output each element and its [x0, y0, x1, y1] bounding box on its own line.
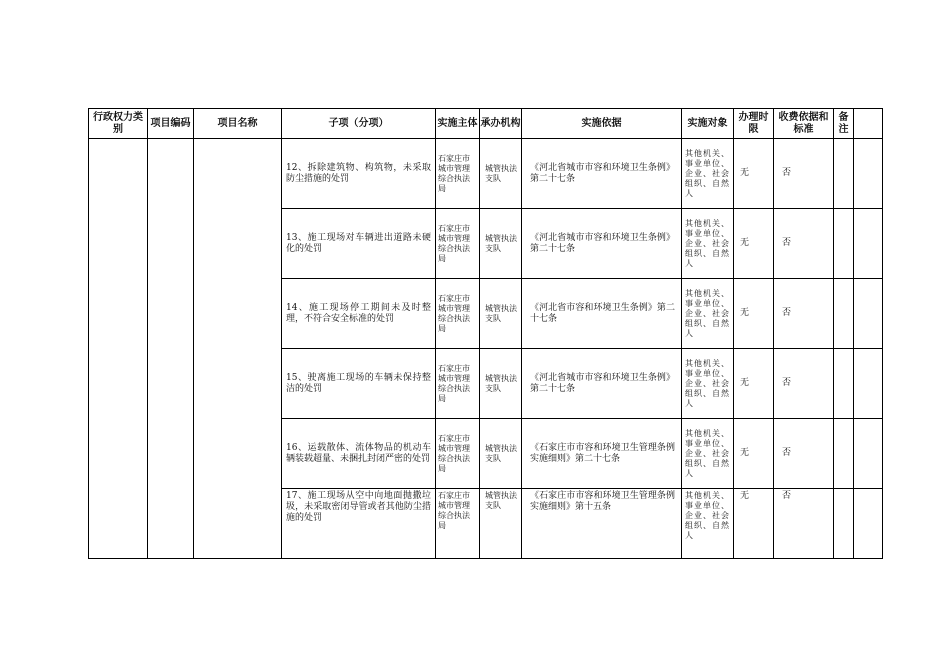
limit-cell: 无: [734, 139, 774, 209]
remark-cell: [834, 279, 854, 349]
fee-cell: 否: [774, 209, 834, 279]
header-org: 承办机构: [480, 109, 522, 139]
blank-cell: [854, 349, 883, 419]
blank-cell: [854, 139, 883, 209]
table-row: [89, 139, 883, 209]
remark-cell: [834, 419, 854, 489]
remark-cell: [834, 139, 854, 209]
limit-cell: 无: [734, 279, 774, 349]
limit-cell: 无: [734, 489, 774, 559]
basis-cell: 《石家庄市市容和环境卫生管理条例实施细则》第十五条: [522, 489, 682, 559]
object-cell: 其他机关、事业单位、企业、社会组织、自然人: [682, 209, 734, 279]
basis-cell: 《石家庄市市容和环境卫生管理条例实施细则》第二十七条: [522, 419, 682, 489]
fee-cell: 否: [774, 489, 834, 559]
header-basis: 实施依据: [522, 109, 682, 139]
subitem-cell: 12、拆除建筑物、构筑物，未采取防尘措施的处罚: [282, 139, 436, 209]
object-cell: 其他机关、事业单位、企业、社会组织、自然人: [682, 279, 734, 349]
remark-cell: [834, 349, 854, 419]
blank-cell: [854, 489, 883, 559]
agency-cell: 石家庄市城市管理综合执法局: [436, 419, 480, 489]
header-blank: [854, 109, 883, 139]
agency-cell: 石家庄市城市管理综合执法局: [436, 279, 480, 349]
fee-cell: 否: [774, 139, 834, 209]
header-agency: 实施主体: [436, 109, 480, 139]
table-header-row: [89, 109, 883, 139]
subitem-cell: 17、施工现场从空中向地面抛撒垃圾，未采取密闭导管或者其他防尘措施的处罚: [282, 489, 436, 559]
header-limit: 办理时限: [734, 109, 774, 139]
basis-cell: 《河北省城市市容和环境卫生条例》第二十七条: [522, 139, 682, 209]
blank-cell: [854, 209, 883, 279]
org-cell: 城管执法支队: [480, 349, 522, 419]
blank-cell: [854, 419, 883, 489]
subitem-cell: 14、施工现场停工期间未及时整理，不符合安全标准的处罚: [282, 279, 436, 349]
name-cell: [194, 139, 282, 559]
subitem-cell: 13、施工现场对车辆进出道路未硬化的处罚: [282, 209, 436, 279]
remark-cell: [834, 209, 854, 279]
agency-cell: 石家庄市城市管理综合执法局: [436, 139, 480, 209]
remark-cell: [834, 489, 854, 559]
header-category: 行政权力类别: [89, 109, 148, 139]
object-cell: 其他机关、事业单位、企业、社会组织、自然人: [682, 349, 734, 419]
org-cell: 城管执法支队: [480, 209, 522, 279]
basis-cell: 《河北省城市市容和环境卫生条例》第二十七条: [522, 349, 682, 419]
enforcement-items-table: [88, 108, 883, 559]
basis-cell: 《河北省城市市容和环境卫生条例》第二十七条: [522, 209, 682, 279]
agency-cell: 石家庄市城市管理综合执法局: [436, 349, 480, 419]
limit-cell: 无: [734, 419, 774, 489]
fee-cell: 否: [774, 349, 834, 419]
org-cell: 城管执法支队: [480, 279, 522, 349]
agency-cell: 石家庄市城市管理综合执法局: [436, 489, 480, 559]
header-subitem: 子项（分项）: [282, 109, 436, 139]
agency-cell: 石家庄市城市管理综合执法局: [436, 209, 480, 279]
header-code: 项目编码: [148, 109, 194, 139]
object-cell: 其他机关、事业单位、企业、社会组织、自然人: [682, 139, 734, 209]
header-name: 项目名称: [194, 109, 282, 139]
limit-cell: 无: [734, 209, 774, 279]
subitem-cell: 16、运载散体、流体物品的机动车辆装载超量、未捆扎封闭严密的处罚: [282, 419, 436, 489]
header-remark: 备注: [834, 109, 854, 139]
header-object: 实施对象: [682, 109, 734, 139]
subitem-cell: 15、驶离施工现场的车辆未保持整洁的处罚: [282, 349, 436, 419]
blank-cell: [854, 279, 883, 349]
header-fee: 收费依据和标准: [774, 109, 834, 139]
org-cell: 城管执法支队: [480, 419, 522, 489]
object-cell: 其他机关、事业单位、企业、社会组织、自然人: [682, 489, 734, 559]
category-cell: [89, 139, 148, 559]
limit-cell: 无: [734, 349, 774, 419]
basis-cell: 《河北省市容和环境卫生条例》第二十七条: [522, 279, 682, 349]
object-cell: 其他机关、事业单位、企业、社会组织、自然人: [682, 419, 734, 489]
org-cell: 城管执法支队: [480, 489, 522, 559]
fee-cell: 否: [774, 419, 834, 489]
fee-cell: 否: [774, 279, 834, 349]
org-cell: 城管执法支队: [480, 139, 522, 209]
code-cell: [148, 139, 194, 559]
